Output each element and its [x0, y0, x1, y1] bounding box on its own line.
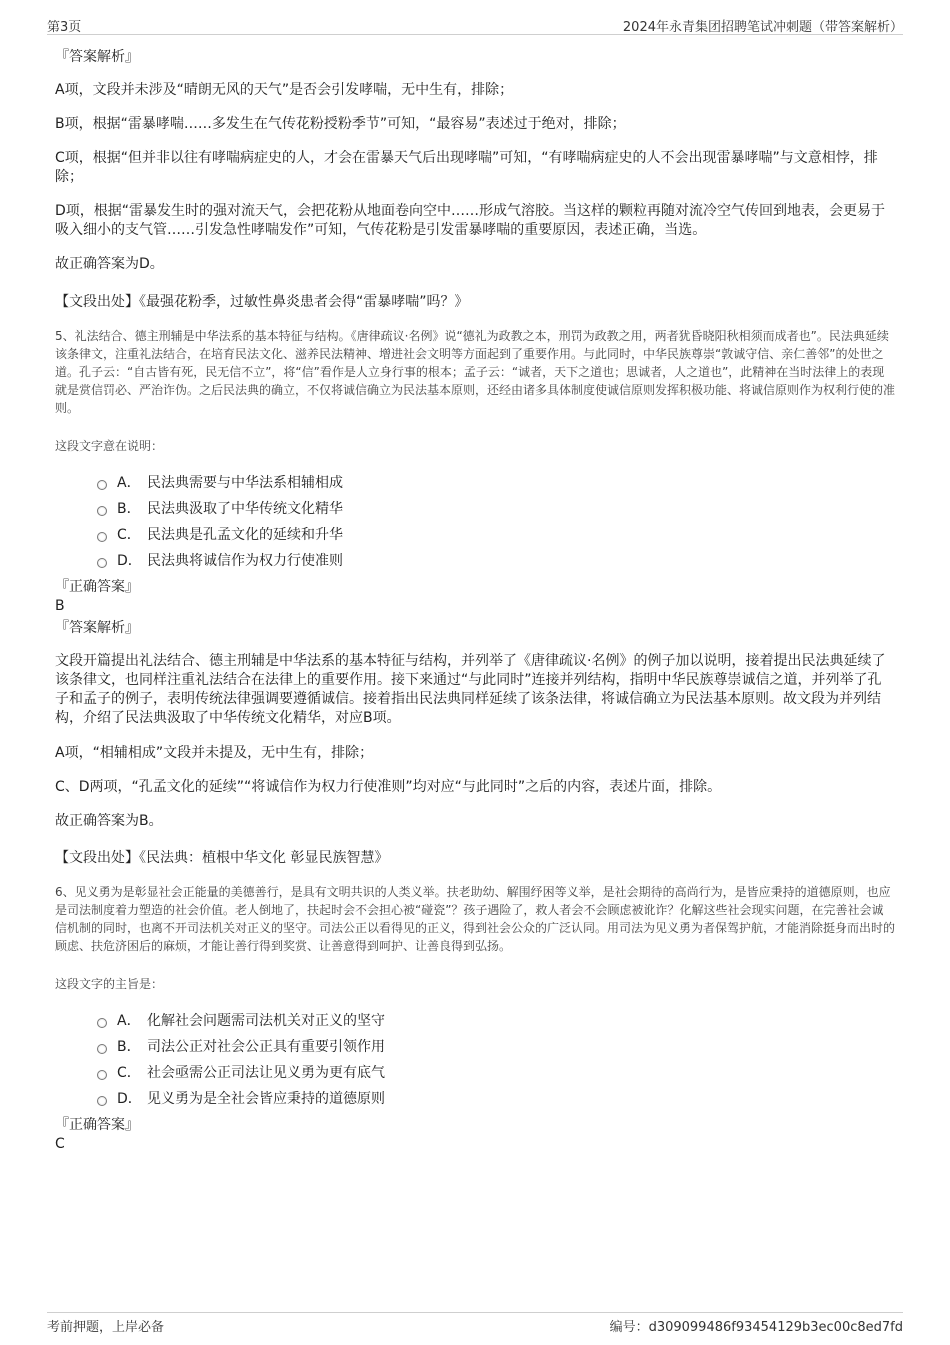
analysis-b: B项，根据“雷暴哮喘……多发生在气传花粉授粉季节”可知，“最容易”表述过于绝对，排除；: [55, 116, 626, 132]
option-letter: C．: [117, 1065, 141, 1081]
correct-answer: C: [55, 1136, 65, 1152]
document-id: 编号：d309099486f93454129b3ec00c8ed7fd: [609, 1320, 903, 1335]
analysis-a: A项，“相辅相成”文段并未提及，无中生有，排除；: [55, 745, 374, 761]
option-b[interactable]: [97, 496, 895, 522]
option-text: 司法公正对社会公正具有重要引领作用: [147, 1039, 385, 1055]
page-number: 第3页: [47, 20, 82, 35]
option-letter: D．: [117, 1091, 142, 1107]
radio-icon[interactable]: [97, 1018, 107, 1028]
option-letter: B．: [117, 501, 141, 517]
document-body: [55, 46, 895, 1154]
analysis-a: A项，文段并未涉及“晴朗无风的天气”是否会引发哮喘，无中生有，排除；: [55, 82, 514, 98]
correct-answer-label: 『正确答案』: [55, 1117, 139, 1133]
option-letter: D．: [117, 553, 142, 569]
passage-source: 【文段出处】《民法典：植根中华文化 彰显民族智慧》: [55, 850, 389, 866]
correct-answer-label: 『正确答案』: [55, 579, 139, 595]
question-6-passage: 6、见义勇为是彰显社会正能量的美德善行，是具有文明共识的人类义举。扶老助幼、解围纾困等义举，是社会期待的高尚行为，是皆应秉持的道德原则，也应是司法制度着力塑造的社会价值。老人倒地了，扶起时会不会担心被“碰瓷”？孩子遇险了，救人者会不会顾虑被讹诈？化解这些社会现实问题，在完善社会诚信机制的同时，也离不开司法机关对正义的坚守。司法公正以看得见的正义，得到社会公众的广泛认同。用司法为见义勇为者保驾护航，才能消除挺身而出时的顾虑、扶危济困后的麻烦，才能让善行得到奖赏、让善意得到呵护、让善良得到弘扬。: [55, 885, 896, 953]
analysis-conclusion: 故正确答案为B。: [55, 813, 163, 829]
option-letter: A．: [117, 475, 141, 491]
option-text: 民法典是孔孟文化的延续和升华: [147, 527, 343, 543]
document-title: 2024年永青集团招聘笔试冲刺题（带答案解析）: [622, 20, 903, 35]
option-letter: C．: [117, 527, 141, 543]
question-6-prompt: 这段文字的主旨是：: [55, 977, 164, 991]
option-c[interactable]: [97, 522, 895, 548]
option-letter: B．: [117, 1039, 141, 1055]
radio-icon[interactable]: [97, 558, 107, 568]
option-text: 民法典将诚信作为权力行使准则: [147, 553, 343, 569]
analysis-conclusion: 故正确答案为D。: [55, 256, 164, 272]
passage-source: 【文段出处】《最强花粉季，过敏性鼻炎患者会得“雷暴哮喘”吗？》: [55, 294, 469, 310]
question-5-analysis: 文段开篇提出礼法结合、德主刑辅是中华法系的基本特征与结构，并列举了《唐律疏议·名例》的例子加以说明，接着提出民法典延续了该条律文，也同样注重礼法结合在法律上的重要作用。接下来通过“与此同时”连接并列结构，指明中华民族尊崇诚信之道，并列举了孔子和孟子的例子，表明传统法律强调要遵循诚信。接着指出民法典同样延续了该条法律，将诚信确立为民法基本原则。故文段为并列结构，介绍了民法典汲取了中华传统文化精华，对应B项。: [55, 653, 886, 726]
radio-icon[interactable]: [97, 506, 107, 516]
analysis-label: 『答案解析』: [55, 49, 139, 65]
option-text: 民法典汲取了中华传统文化精华: [147, 501, 343, 517]
question-5-passage: 5、礼法结合、德主刑辅是中华法系的基本特征与结构。《唐律疏议·名例》说“德礼为政教之本，刑罚为政教之用，两者犹昏晓阳秋相须而成者也”。民法典延续该条律文，注重礼法结合，在培育民法文化、滋养民法精神、增进社会文明等方面起到了重要作用。与此同时，中华民族尊崇“敦诚守信、亲仁善邻”的处世之道。孔子云：“自古皆有死，民无信不立”，将“信”看作是人立身行事的根本；孟子云：“诚者，天下之道也；思诚者，人之道也”，此精神在当时法律上的表现就是赏信罚必、严治诈伪。之后民法典的确立，不仅将诚信确立为民法基本原则，还经由诸多具体制度使诚信原则发挥积极功能、将诚信原则作为权利行使的准则。: [55, 329, 896, 415]
footer-slogan: 考前押题，上岸必备: [47, 1320, 165, 1335]
analysis-label: 『答案解析』: [55, 620, 139, 636]
option-b[interactable]: [97, 1034, 895, 1060]
page-header: [47, 14, 903, 35]
analysis-c: C项，根据“但并非以往有哮喘病症史的人，才会在雷暴天气后出现哮喘”可知，“有哮喘病症史的人不会出现雷暴哮喘”与文意相悖，排除；: [55, 150, 878, 185]
option-text: 见义勇为是全社会皆应秉持的道德原则: [147, 1091, 385, 1107]
option-a[interactable]: [97, 1008, 895, 1034]
question-5-prompt: 这段文字意在说明：: [55, 439, 164, 453]
option-d[interactable]: [97, 548, 895, 574]
radio-icon[interactable]: [97, 1096, 107, 1106]
question-6-options: [55, 1008, 895, 1112]
option-d[interactable]: [97, 1086, 895, 1112]
option-text: 化解社会问题需司法机关对正义的坚守: [147, 1013, 385, 1029]
correct-answer: B: [55, 598, 65, 614]
analysis-d: D项，根据“雷暴发生时的强对流天气，会把花粉从地面卷向空中……形成气溶胶。当这样的颗粒再随对流冷空气传回到地表，会更易于吸入细小的支气管……引发急性哮喘发作”可知，气传花粉是引发雷暴哮喘的重要原因，表述正确，当选。: [55, 203, 886, 238]
page-footer: [47, 1312, 903, 1335]
option-text: 民法典需要与中华法系相辅相成: [147, 475, 343, 491]
option-a[interactable]: [97, 470, 895, 496]
question-5-options: [55, 470, 895, 574]
option-c[interactable]: [97, 1060, 895, 1086]
option-letter: A．: [117, 1013, 141, 1029]
option-text: 社会亟需公正司法让见义勇为更有底气: [147, 1065, 385, 1081]
radio-icon[interactable]: [97, 532, 107, 542]
radio-icon[interactable]: [97, 480, 107, 490]
radio-icon[interactable]: [97, 1070, 107, 1080]
analysis-cd: C、D两项，“孔孟文化的延续”“将诚信作为权力行使准则”均对应“与此同时”之后的内容，表述片面，排除。: [55, 779, 722, 795]
radio-icon[interactable]: [97, 1044, 107, 1054]
